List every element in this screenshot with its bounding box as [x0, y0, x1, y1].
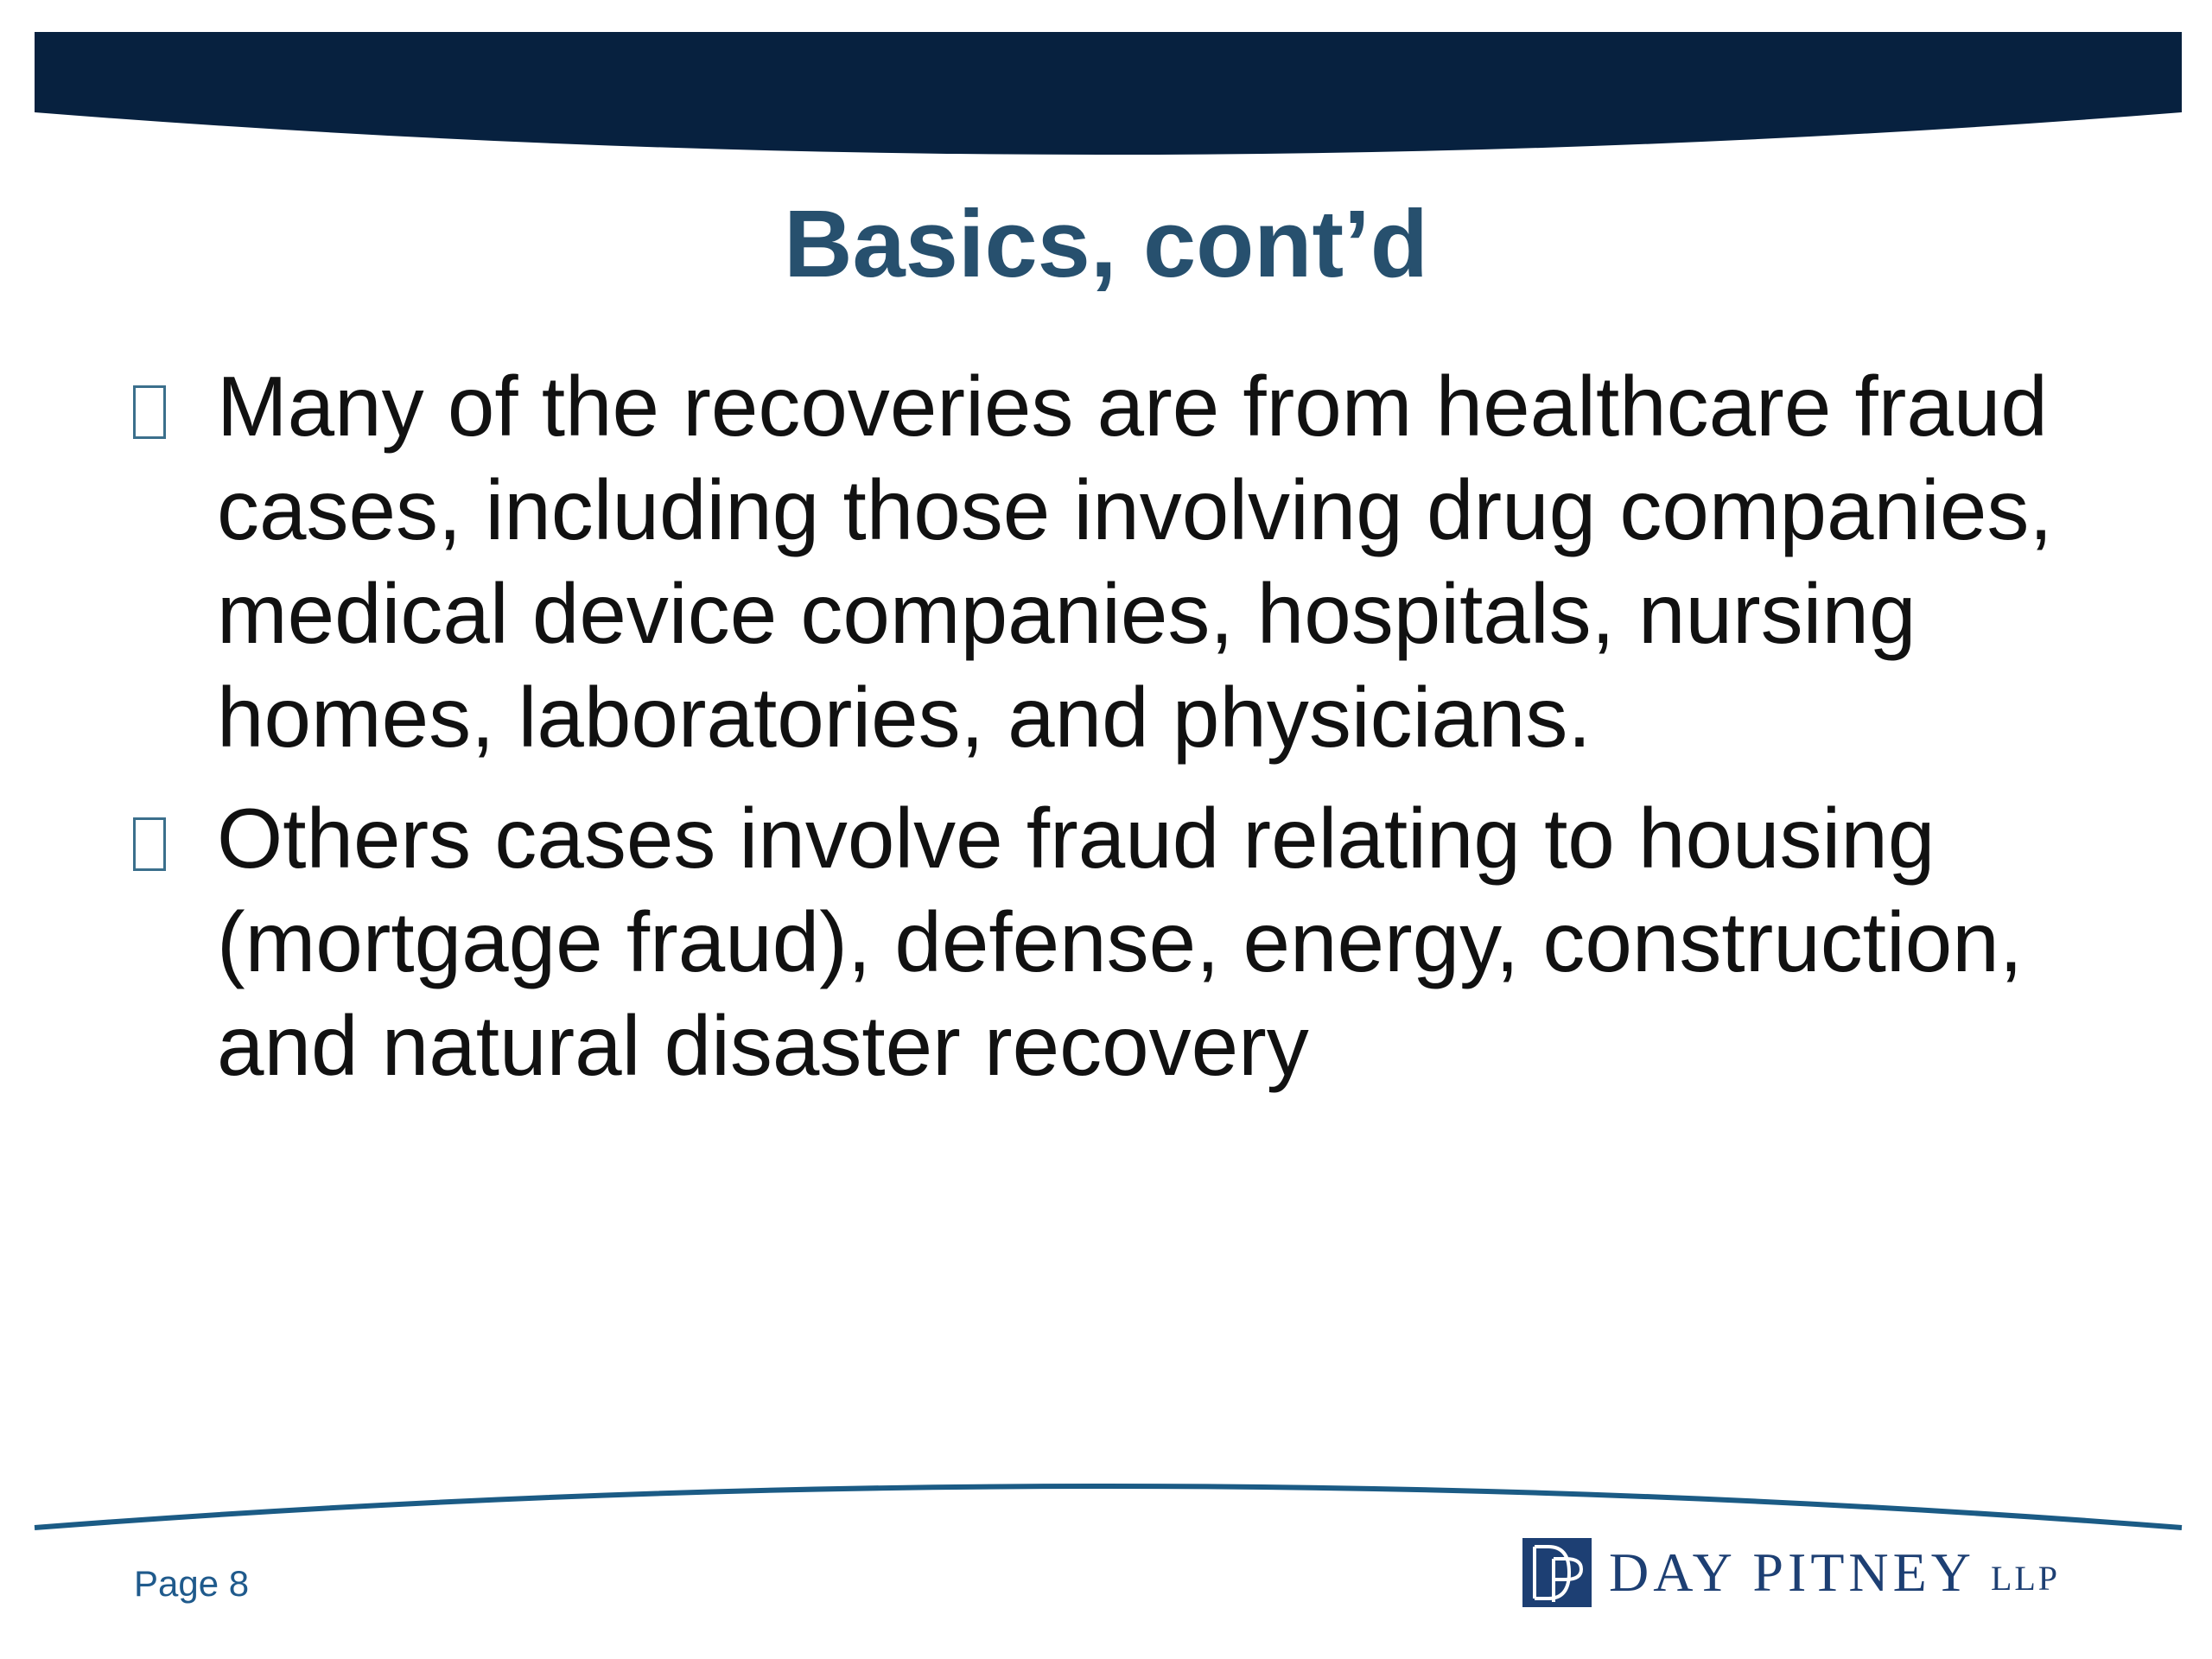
square-outline-icon: [133, 817, 166, 871]
day-pitney-logo: [1522, 1536, 2060, 1609]
dp-monogram-icon: [1522, 1538, 1592, 1607]
bullet-text: Others cases involve fraud relating to housing (mortgage fraud), defense, energy, construction, and natural disaster recovery: [217, 791, 2023, 1093]
bullet-list: [121, 354, 2108, 1115]
list-item: [121, 786, 2108, 1097]
footer-divider: [0, 1452, 2212, 1538]
square-outline-icon: [133, 385, 166, 439]
bullet-text: Many of the recoveries are from healthcare fraud cases, including those involving drug companies, medical device companies, hospitals, nursing homes, laboratories, and physicians.: [217, 359, 2053, 765]
top-banner: [0, 0, 2212, 173]
logo-suffix: LLP: [1990, 1559, 2061, 1598]
list-item: [121, 354, 2108, 769]
logo-wordmark: DAY PITNEY: [1609, 1541, 1975, 1603]
page-number: Page 8: [134, 1563, 250, 1604]
slide-title: Basics, cont’d: [784, 191, 1428, 297]
